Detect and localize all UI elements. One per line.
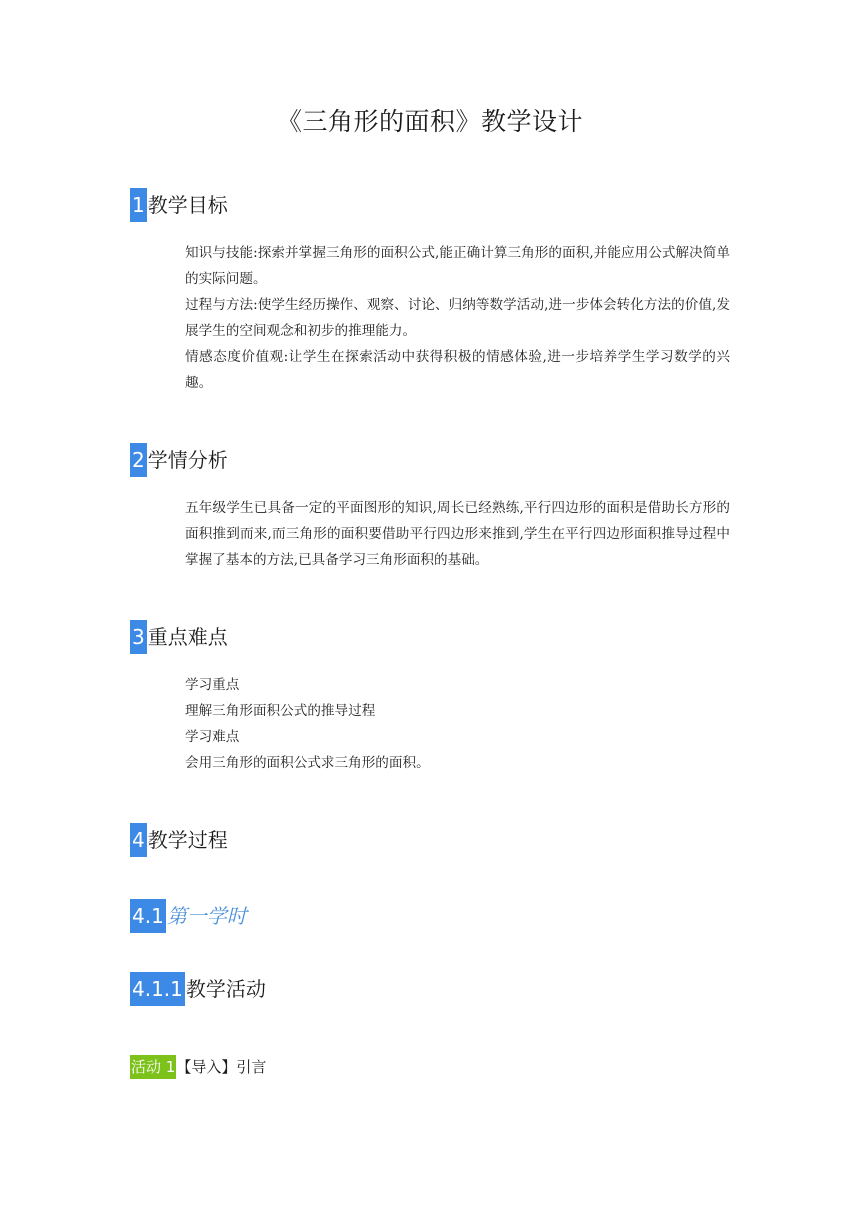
section-number-badge: 4 bbox=[130, 823, 147, 857]
section-number-badge: 1 bbox=[130, 188, 147, 222]
key-point-line: 理解三角形面积公式的推导过程 bbox=[185, 703, 376, 719]
objective-paragraph-attitude: 情感态度价值观:让学生在探索活动中获得积极的情感体验,进一步培养学生学习数学的兴趣。 bbox=[185, 349, 730, 391]
key-point-line: 会用三角形的面积公式求三角形的面积。 bbox=[185, 755, 430, 771]
section-number-badge: 4.1 bbox=[130, 899, 166, 933]
section-number-badge: 4.1.1 bbox=[130, 972, 185, 1006]
section-heading-objectives bbox=[130, 188, 228, 222]
section-heading-key-points bbox=[130, 620, 228, 654]
section-heading-label: 教学目标 bbox=[147, 193, 228, 217]
document-title: 《三角形的面积》教学设计 bbox=[276, 107, 583, 136]
section-number-badge: 3 bbox=[130, 620, 147, 654]
key-point-line: 学习难点 bbox=[185, 729, 240, 745]
objective-paragraph-process: 过程与方法:使学生经历操作、观察、讨论、归纳等数学活动,进一步体会转化方法的价值,发展学生的空间观念和初步的推理能力。 bbox=[185, 297, 730, 339]
subsection-heading-label: 第一学时 bbox=[166, 904, 247, 928]
section-heading-label: 重点难点 bbox=[147, 625, 228, 649]
objective-paragraph-knowledge: 知识与技能:探索并掌握三角形的面积公式,能正确计算三角形的面积,并能应用公式解决简单的实际问题。 bbox=[185, 245, 730, 287]
activity-badge: 活动 1 bbox=[130, 1055, 176, 1079]
section-heading-student-analysis bbox=[130, 443, 228, 477]
subsection-heading-label: 教学活动 bbox=[185, 977, 266, 1001]
section-heading-label: 学情分析 bbox=[147, 448, 228, 472]
activity-heading bbox=[130, 1055, 266, 1079]
section-heading-label: 教学过程 bbox=[147, 828, 228, 852]
section-number-badge: 2 bbox=[130, 443, 147, 477]
subsection-heading-teaching-activities bbox=[130, 972, 266, 1006]
activity-title: 【导入】引言 bbox=[176, 1058, 267, 1076]
key-point-line: 学习重点 bbox=[185, 677, 240, 693]
section-heading-teaching-process bbox=[130, 823, 228, 857]
subsection-heading-first-lesson bbox=[130, 899, 247, 933]
student-analysis-paragraph: 五年级学生已具备一定的平面图形的知识,周长已经熟练,平行四边形的面积是借助长方形的面积推到而来,而三角形的面积要借助平行四边形来推到,学生在平行四边形面积推导过程中掌握了基本的方法,已具备学习三角形面积的基础。 bbox=[185, 500, 730, 568]
